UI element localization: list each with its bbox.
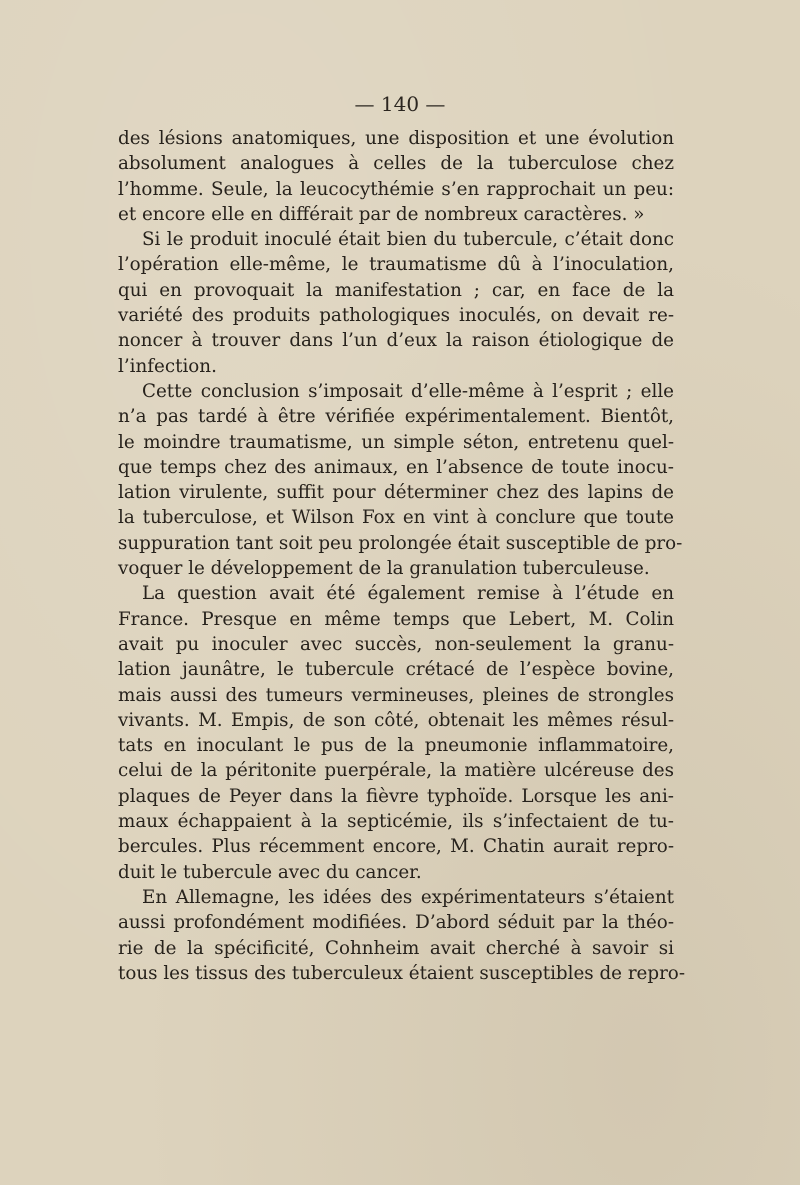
page-number: — 140 — <box>354 92 446 116</box>
text-line: celui de la péritonite puerpérale, la matière ulcéreuse des <box>118 760 674 782</box>
text-line: suppuration tant soit peu prolongée était susceptible de pro- <box>118 532 683 554</box>
text-line: voquer le développement de la granulation tuberculeuse. <box>118 558 650 580</box>
text-line: des lésions anatomiques, une disposition et une évolution <box>118 128 674 149</box>
text-line: noncer à trouver dans l’un d’eux la raison étiologique de <box>118 330 674 352</box>
text-line: qui en provoquait la manifestation ; car, en face de la <box>118 279 674 301</box>
text-line: que temps chez des animaux, en l’absence de toute inocu- <box>118 456 674 478</box>
text-line: aussi profondément modifiées. D’abord séduit par la théo- <box>118 912 674 934</box>
text-line: La question avait été également remise à l’étude en <box>142 583 674 605</box>
text-line: le moindre traumatisme, un simple séton, entretenu quel- <box>118 431 674 453</box>
text-line: variété des produits pathologiques inoculés, on devait re- <box>118 305 674 327</box>
text-line: la tuberculose, et Wilson Fox en vint à conclure que toute <box>118 507 674 529</box>
text-line: l’opération elle-même, le traumatisme dû à l’inoculation, <box>118 254 674 276</box>
text-line: l’infection. <box>118 355 217 377</box>
text-line: lation virulente, suffit pour déterminer chez des lapins de <box>118 482 674 504</box>
text-line: l’homme. Seule, la leucocythémie s’en rapprochait un peu: <box>118 178 674 200</box>
text-line: lation jaunâtre, le tubercule crétacé de l’espèce bovine, <box>118 659 674 681</box>
text-line: mais aussi des tumeurs vermineuses, pleines de strongles <box>118 684 674 706</box>
text-line: duit le tubercule avec du cancer. <box>118 861 422 883</box>
text-line: absolument analogues à celles de la tuberculose chez <box>118 153 674 175</box>
text-line: tats en inoculant le pus de la pneumonie inflammatoire, <box>118 735 674 757</box>
text-line: France. Presque en même temps que Lebert, M. Colin <box>118 608 674 630</box>
text-line: tous les tissus des tuberculeux étaient susceptibles de repro- <box>118 962 685 984</box>
body-text <box>118 126 685 986</box>
text-line: rie de la spécificité, Cohnheim avait cherché à savoir si <box>118 937 674 959</box>
text-line: avait pu inoculer avec succès, non-seulement la granu- <box>118 633 674 655</box>
text-line: maux échappaient à la septicémie, ils s’infectaient de tu- <box>118 811 674 833</box>
text-line: Cette conclusion s’imposait d’elle-même à l’esprit ; elle <box>142 380 674 402</box>
text-line: n’a pas tardé à être vérifiée expérimentalement. Bientôt, <box>118 406 674 428</box>
text-line: Si le produit inoculé était bien du tubercule, c’était donc <box>142 229 674 251</box>
text-line: et encore elle en différait par de nombreux caractères. » <box>118 203 645 225</box>
text-line: vivants. M. Empis, de son côté, obtenait les mêmes résul- <box>118 709 674 731</box>
text-line: plaques de Peyer dans la fièvre typhoïde. Lorsque les ani- <box>118 785 674 807</box>
text-line: En Allemagne, les idées des expérimentateurs s’étaient <box>142 886 674 908</box>
text-line: bercules. Plus récemment encore, M. Chatin aurait repro- <box>118 836 674 858</box>
